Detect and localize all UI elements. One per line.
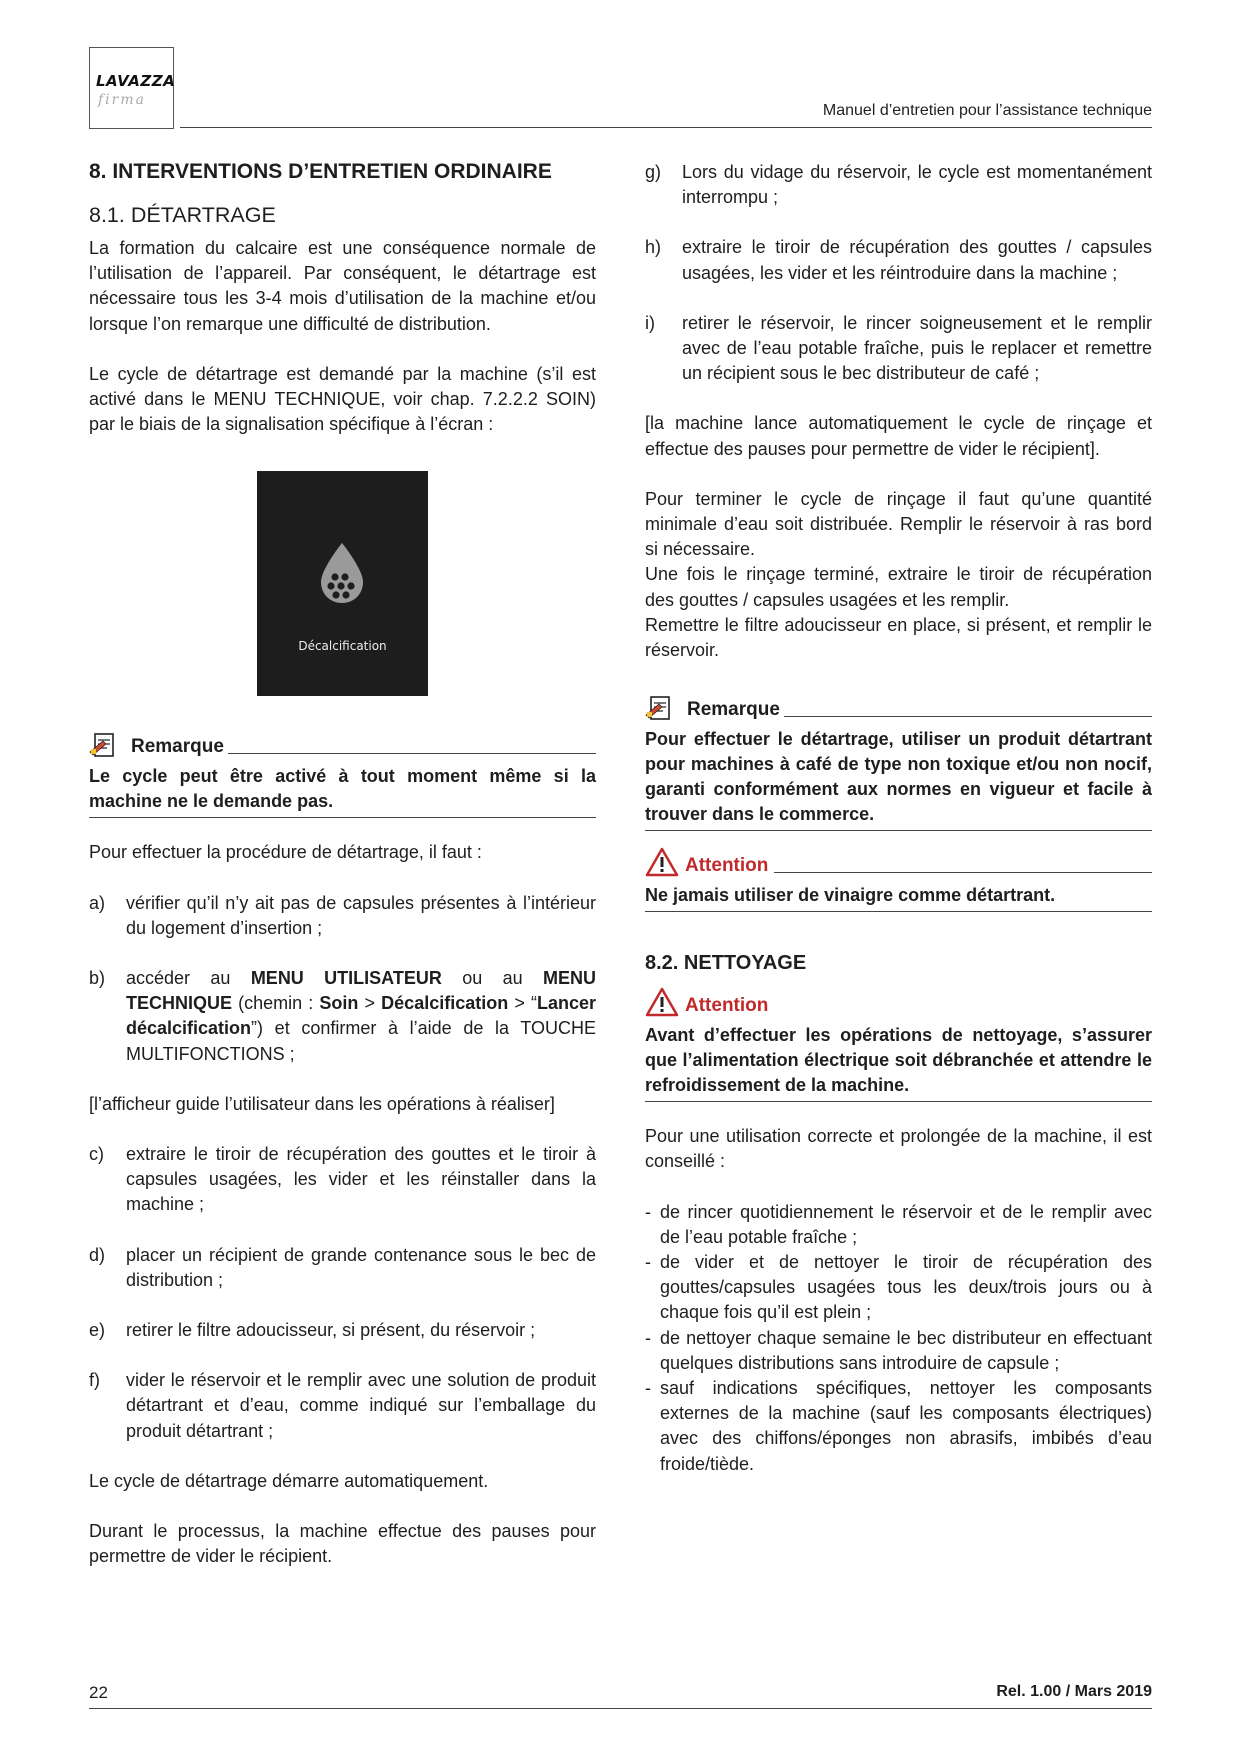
list-item bbox=[89, 1368, 596, 1444]
attention-header bbox=[645, 847, 1152, 877]
header-divider bbox=[180, 127, 1152, 128]
bullet-dash: - bbox=[645, 1201, 651, 1222]
section-title: 8. INTERVENTIONS D’ENTRETIEN ORDINAIRE bbox=[89, 160, 552, 183]
list-item bbox=[89, 966, 596, 1067]
decalcification-display-screenshot bbox=[257, 471, 428, 696]
bullet-text: de vider et de nettoyer le tiroir de récupération des gouttes/capsules usagées tous les deux/trois jours ou à chaque fois qu’il est plein ; bbox=[660, 1252, 1152, 1323]
steps-list bbox=[645, 160, 1152, 386]
page-number: 22 bbox=[89, 1683, 108, 1702]
attention-text: Ne jamais utiliser de vinaigre comme détartrant. bbox=[645, 883, 1152, 912]
list-item bbox=[89, 891, 596, 941]
footer-divider bbox=[89, 1708, 1152, 1709]
step-text: vider le réservoir et le remplir avec une solution de produit détartrant et d’eau, comme indiqué sur l’emballage du produit détartrant ; bbox=[126, 1370, 596, 1441]
step-letter: i) bbox=[645, 312, 655, 333]
bullet-text: sauf indications spécifiques, nettoyer les composants externes de la machine (sauf les composants électriques) avec des chiffons/éponges non abrasifs, imbibés d’eau froide/tiède. bbox=[660, 1378, 1152, 1474]
note-header bbox=[645, 695, 1152, 721]
list-item bbox=[645, 1326, 1152, 1376]
note-rule bbox=[228, 753, 596, 754]
attention-label: Attention bbox=[685, 855, 769, 877]
document-title: Manuel d’entretien pour l’assistance technique bbox=[822, 102, 1152, 119]
note-text: Pour effectuer le détartrage, utiliser un produit détartrant pour machines à café de type non toxique et/ou non nocif, garanti conformément aux normes en vigueur et facile à trouver dans le commerce. bbox=[645, 727, 1152, 831]
water-drop-icon bbox=[317, 541, 367, 605]
warning-triangle-icon bbox=[645, 847, 679, 877]
bullet-dash: - bbox=[645, 1378, 651, 1399]
attention-rule bbox=[774, 872, 1152, 873]
steps-list bbox=[89, 1142, 596, 1444]
step-letter: b) bbox=[89, 968, 106, 989]
steps-list bbox=[89, 891, 596, 1067]
attention-text: Avant d’effectuer les opérations de nettoyage, s’assurer que l’alimentation électrique soit débranchée et attendre le refroidissement de la machine. bbox=[645, 1023, 1152, 1102]
step-text: retirer le filtre adoucisseur, si présent, du réservoir ; bbox=[126, 1320, 536, 1341]
paragraph: Pour effectuer la procédure de détartrage, il faut : bbox=[89, 842, 482, 863]
paragraph: Pour une utilisation correcte et prolongée de la machine, il est conseillé : bbox=[645, 1126, 1152, 1172]
note-icon bbox=[89, 732, 119, 758]
step-letter: d) bbox=[89, 1244, 106, 1265]
step-letter: g) bbox=[645, 162, 662, 182]
note-header bbox=[89, 732, 596, 758]
list-item bbox=[645, 311, 1152, 387]
list-item bbox=[645, 160, 1152, 210]
list-item bbox=[645, 1200, 1152, 1250]
list-item bbox=[89, 1318, 596, 1343]
step-text: extraire le tiroir de récupération des gouttes et le tiroir à capsules usagées, les vider et les réinstaller dans la machine ; bbox=[126, 1144, 596, 1215]
paragraph: Pour terminer le cycle de rinçage il faut qu’une quantité minimale d’eau soit distribuée. Remplir le réservoir à ras bord si nécessaire. bbox=[645, 488, 1152, 560]
attention-header bbox=[645, 987, 1152, 1017]
list-item bbox=[645, 1376, 1152, 1477]
note-label: Remarque bbox=[131, 736, 224, 758]
attention-label: Attention bbox=[685, 995, 769, 1017]
note-rule bbox=[784, 716, 1152, 717]
note-icon bbox=[645, 695, 675, 721]
step-text: retirer le réservoir, le rincer soigneusement et le remplir avec de l’eau potable fraîche, puis le replacer et remettre un récipient sous le bec distributeur de café ; bbox=[682, 312, 1152, 384]
subsection-title-detartrage: 8.1. DÉTARTRAGE bbox=[89, 203, 276, 227]
bullet-dash: - bbox=[645, 1327, 651, 1348]
step-text: Lors du vidage du réservoir, le cycle est momentanément interrompu ; bbox=[682, 162, 1152, 208]
step-letter: a) bbox=[89, 892, 106, 913]
paragraph: Durant le processus, la machine effectue des pauses pour permettre de vider le récipient. bbox=[89, 1521, 596, 1567]
step-letter: h) bbox=[645, 237, 662, 258]
step-text: accéder au MENU UTILISATEUR ou au MENU TECHNIQUE (chemin : Soin > Décalcification > “Lancer décalcification”) et confirmer à l’aide de la TOUCHE MULTIFONCTIONS ; bbox=[126, 968, 596, 1064]
cleaning-list bbox=[645, 1200, 1152, 1477]
step-letter: e) bbox=[89, 1320, 106, 1341]
paragraph: La formation du calcaire est une conséquence normale de l’utilisation de l’appareil. Par conséquent, le détartrage est nécessaire tous les 3-4 mois d’utilisation de la machine et/ou lorsque l’on remarque une difficulté de distribution. bbox=[89, 238, 596, 334]
release-info: Rel. 1.00 / Mars 2019 bbox=[996, 1683, 1152, 1700]
step-text: extraire le tiroir de récupération des gouttes / capsules usagées, les vider et les réintroduire dans la machine ; bbox=[682, 237, 1152, 283]
bullet-text: de nettoyer chaque semaine le bec distributeur en effectuant quelques distributions sans introduire de capsule ; bbox=[660, 1327, 1152, 1373]
step-text: vérifier qu’il n’y ait pas de capsules présentes à l’intérieur du logement d’insertion ; bbox=[126, 892, 596, 938]
step-letter: c) bbox=[89, 1144, 104, 1165]
warning-triangle-icon bbox=[645, 987, 679, 1017]
right-column bbox=[645, 160, 1152, 1477]
subsection-title-nettoyage: 8.2. NETTOYAGE bbox=[645, 952, 807, 975]
list-item bbox=[645, 1250, 1152, 1326]
paragraph: [l’afficheur guide l’utilisateur dans les opérations à réaliser] bbox=[89, 1093, 555, 1114]
paragraph: Le cycle de détartrage démarre automatiquement. bbox=[89, 1470, 489, 1491]
note-text: Le cycle peut être activé à tout moment même si la machine ne le demande pas. bbox=[89, 764, 596, 818]
paragraph: Remettre le filtre adoucisseur en place, si présent, et remplir le réservoir. bbox=[645, 614, 1152, 661]
paragraph: [la machine lance automatiquement le cycle de rinçage et effectue des pauses pour permettre de vider le récipient]. bbox=[645, 413, 1152, 459]
lavazza-firma-logo bbox=[89, 47, 174, 129]
step-text: placer un récipient de grande contenance sous le bec de distribution ; bbox=[126, 1244, 596, 1290]
paragraph: Une fois le rinçage terminé, extraire le tiroir de récupération des gouttes / capsules usagées et les remplir. bbox=[645, 564, 1152, 610]
list-item bbox=[89, 1142, 596, 1218]
step-letter: f) bbox=[89, 1370, 100, 1391]
left-column bbox=[89, 160, 596, 1569]
logo-main-text: LAVAZZA bbox=[96, 72, 176, 90]
display-label: Décalcification bbox=[298, 639, 387, 654]
list-item bbox=[89, 1243, 596, 1293]
list-item bbox=[645, 235, 1152, 285]
paragraph: Le cycle de détartrage est demandé par la machine (s’il est activé dans le MENU TECHNIQUE, voir chap. 7.2.2.2 SOIN) par le biais de la signalisation spécifique à l’écran : bbox=[89, 363, 596, 435]
note-label: Remarque bbox=[687, 699, 780, 721]
logo-sub-text: firma bbox=[98, 92, 146, 108]
bullet-text: de rincer quotidiennement le réservoir et de le remplir avec de l’eau potable fraîche ; bbox=[660, 1201, 1152, 1247]
bullet-dash: - bbox=[645, 1252, 651, 1273]
